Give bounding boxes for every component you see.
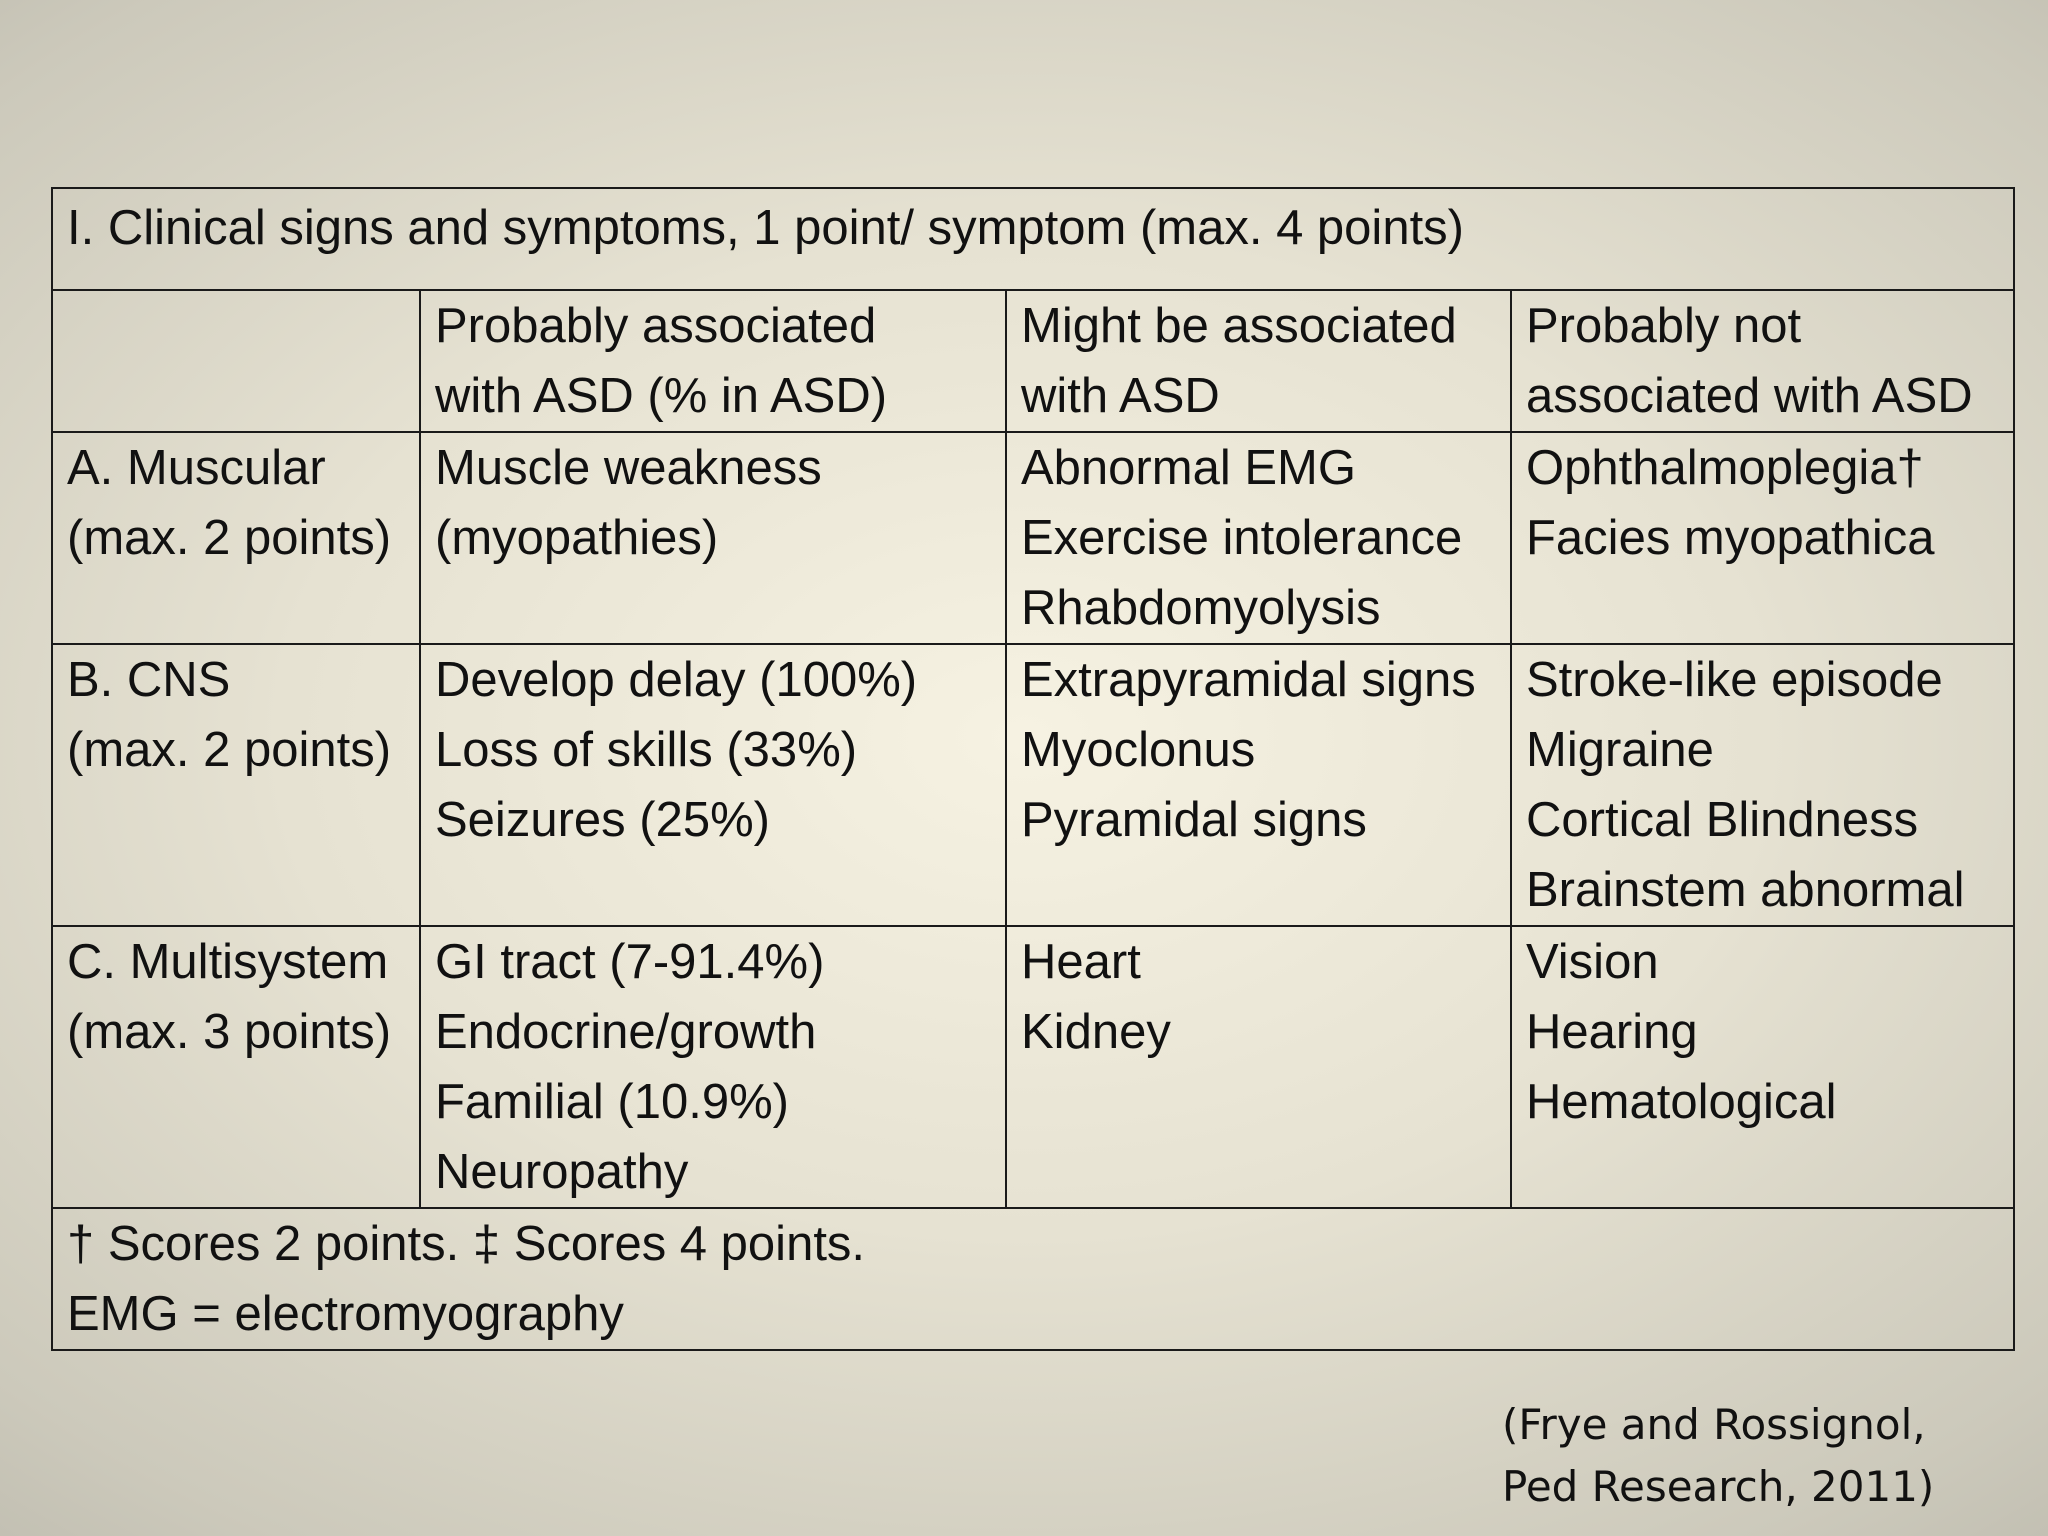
table-row-multisystem [52,926,2014,1208]
table-footnote-row [52,1208,2014,1350]
table-footnote: † Scores 2 points. ‡ Scores 4 points. EMG = electromyography [52,1208,2014,1350]
header-corner-cell [52,290,420,432]
multisystem-might-be-associated: Heart Kidney [1006,926,1511,1208]
citation: (Frye and Rossignol, Ped Research, 2011) [1502,1400,1935,1511]
row-label-cns: B. CNS (max. 2 points) [52,644,420,926]
header-might-be-associated: Might be associated with ASD [1006,290,1511,432]
row-label-muscular: A. Muscular (max. 2 points) [52,432,420,644]
cns-probably-not-associated: Stroke-like episode Migraine Cortical Blindness Brainstem abnormal [1511,644,2014,926]
muscular-might-be-associated: Abnormal EMG Exercise intolerance Rhabdomyolysis [1006,432,1511,644]
multisystem-probably-associated: GI tract (7-91.4%) Endocrine/growth Familial (10.9%) Neuropathy [420,926,1006,1208]
table-title-row [52,188,2014,290]
header-probably-not-associated: Probably not associated with ASD [1511,290,2014,432]
table-title: I. Clinical signs and symptoms, 1 point/ symptom (max. 4 points) [52,188,2014,290]
header-probably-associated: Probably associated with ASD (% in ASD) [420,290,1006,432]
multisystem-probably-not-associated: Vision Hearing Hematological [1511,926,2014,1208]
table-row-muscular [52,432,2014,644]
row-label-multisystem: C. Multisystem (max. 3 points) [52,926,420,1208]
muscular-probably-not-associated: Ophthalmoplegia† Facies myopathica [1511,432,2014,644]
muscular-probably-associated: Muscle weakness (myopathies) [420,432,1006,644]
cns-might-be-associated: Extrapyramidal signs Myoclonus Pyramidal signs [1006,644,1511,926]
cns-probably-associated: Develop delay (100%) Loss of skills (33%) Seizures (25%) [420,644,1006,926]
scoring-table [51,187,2015,1351]
table-row-cns [52,644,2014,926]
table-header-row [52,290,2014,432]
